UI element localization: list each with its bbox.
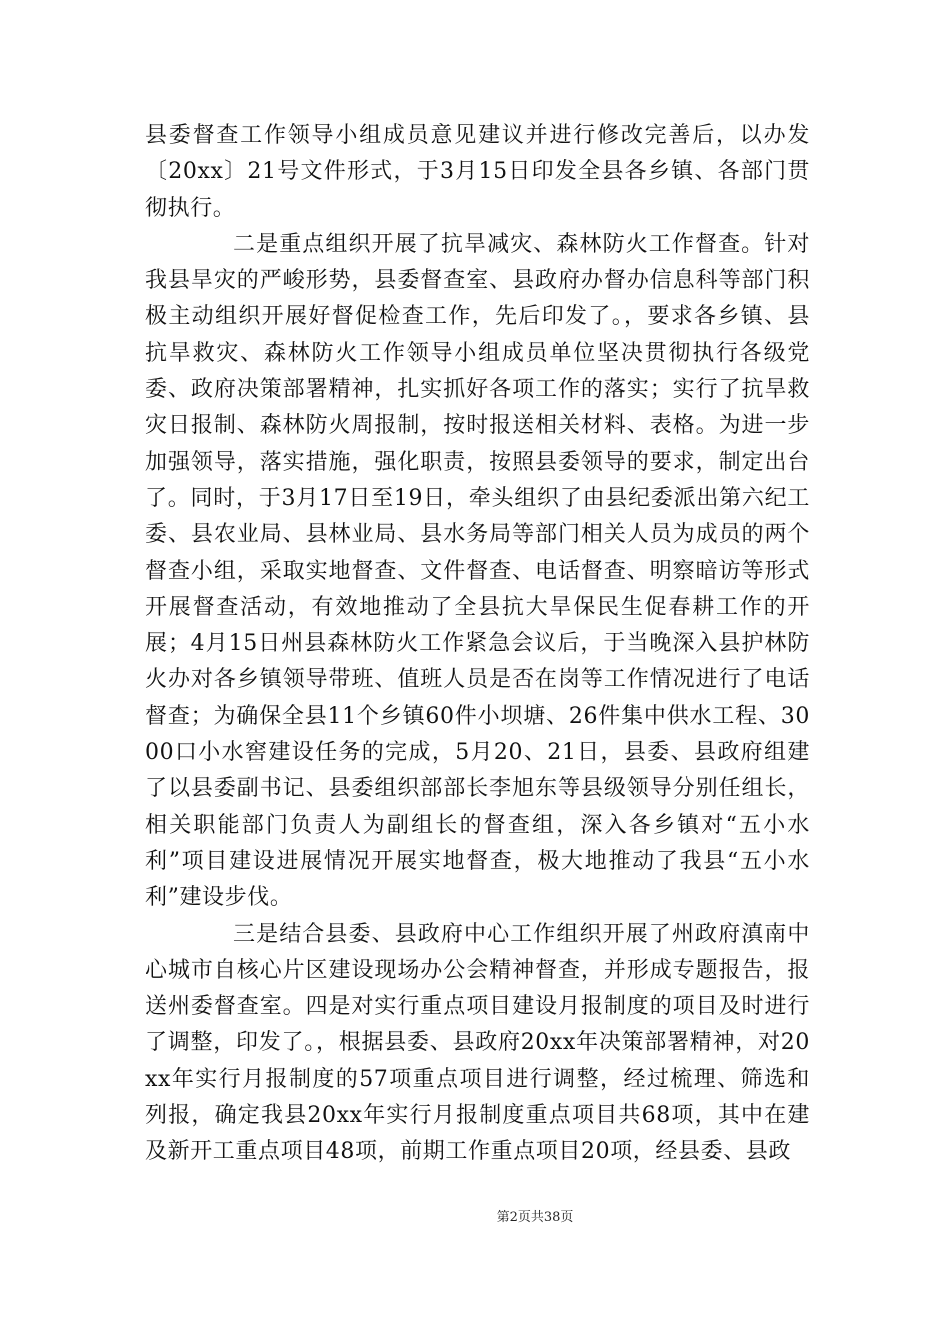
paragraph-2: 二是重点组织开展了抗旱减灾、森林防火工作督查。针对我县旱灾的严峻形势，县委督查室、县政府办督办信息科等部门积极主动组织开展好督促检查工作，先后印发了。，要求各乡镇、县抗旱救灾、森林防火工作领导小组成员单位坚决贯彻执行各级党委、政府决策部署精神，扎实抓好各项工作的落实；实行了抗旱救灾日报制、森林防火周报制，按时报送相关材料、表格。为进一步加强领导，落实措施，强化职责，按照县委领导的要求，制定出台了。同时，于3月17日至19日，牵头组织了由县纪委派出第六纪工委、县农业局、县林业局、县水务局等部门相关人员为成员的两个督查小组，采取实地督查、文件督查、电话督查、明察暗访等形式开展督查活动，有效地推动了全县抗大旱保民生促春耕工作的开展；4月15日州县森林防火工作紧急会议后，于当晚深入县护林防火办对各乡镇领导带班、值班人员是否在岗等工作情况进行了电话督查；为确保全县11个乡镇60件小坝塘、26件集中供水工程、3000口小水窖建设任务的完成，5月20、21日，县委、县政府组建了以县委副书记、县委组织部部长李旭东等县级领导分别任组长，相关职能部门负责人为副组长的督查组，深入各乡镇对“五小水利”项目建设进展情况开展实地督查，极大地推动了我县“五小水利”建设步伐。 <box>145 231 810 911</box>
document-body <box>145 118 810 1171</box>
paragraph-1: 县委督查工作领导小组成员意见建议并进行修改完善后，以办发〔20xx〕21号文件形式，于3月15日印发全县各乡镇、各部门贯彻执行。 <box>145 123 810 221</box>
page-number-footer: 第2页共38页 <box>496 1210 574 1225</box>
paragraph-3: 三是结合县委、县政府中心工作组织开展了州政府滇南中心城市自核心片区建设现场办公会精神督查，并形成专题报告，报送州委督查室。四是对实行重点项目建设月报制度的项目及时进行了调整，印发了。，根据县委、县政府20xx年决策部署精神，对20xx年实行月报制度的57项重点项目进行调整，经过梳理、筛选和列报，确定我县20xx年实行月报制度重点项目共68项，其中在建及新开工重点项目48项，前期工作重点项目20项，经县委、县政 <box>145 921 810 1165</box>
